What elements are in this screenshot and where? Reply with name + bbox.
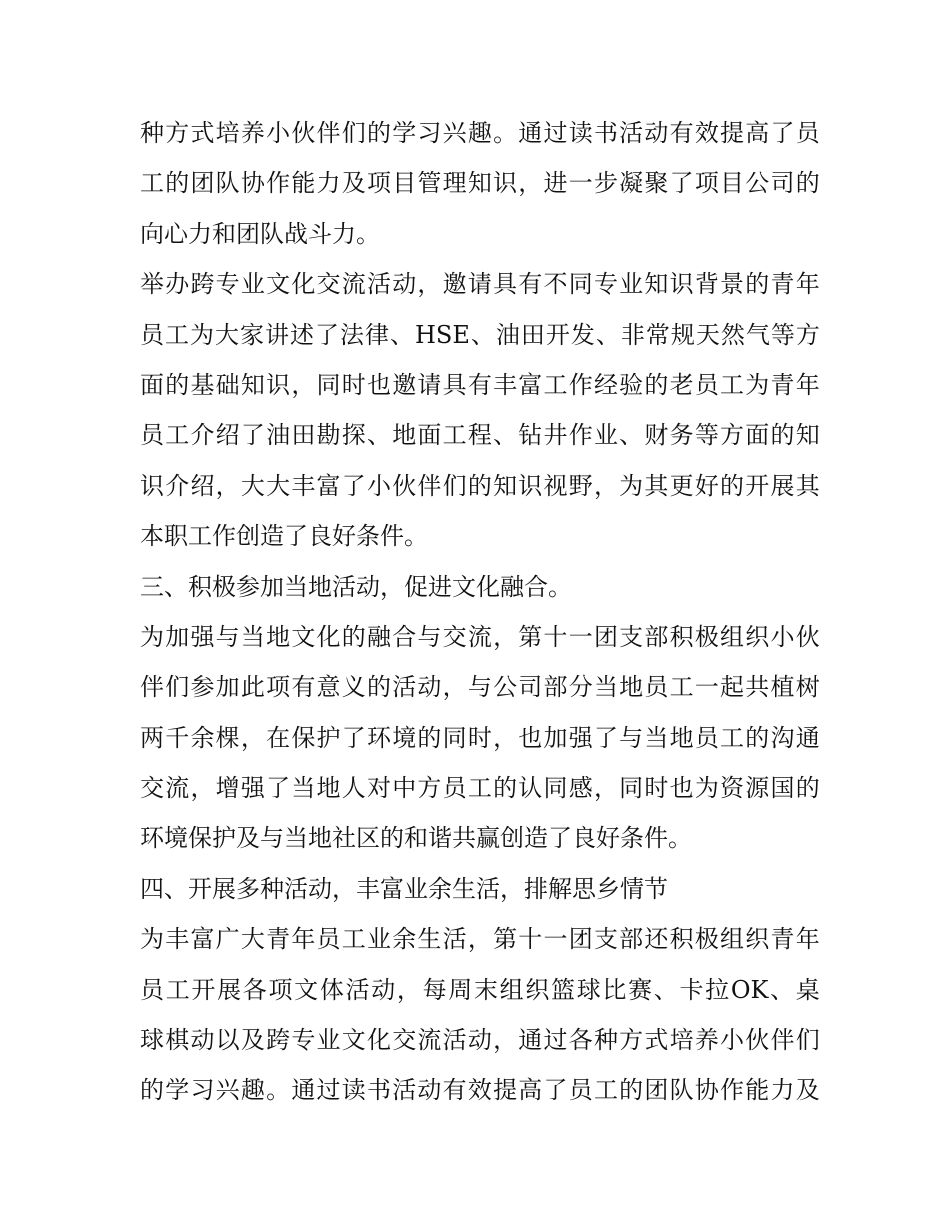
text-line: 员 工 开 展 各 项 文 体 活 动 ， 每 周 末 组 织 篮 球 比 赛 、 卡 拉 OK 、 桌 [140, 975, 820, 1004]
text-line: 举 办 跨 专 业 文 化 交 流 活 动 ， 邀 请 具 有 不 同 专 业 知 识 背 景 的 青 年 [140, 270, 820, 299]
text-line: 为 丰 富 广 大 青 年 员 工 业 余 生 活 ， 第 十 一 团 支 部 还 积 极 组 织 青 年 [140, 925, 820, 954]
text-line: 员 工 介 绍 了 油 田 勘 探 、 地 面 工 程 、 钻 井 作 业 、 财 务 等 方 面 的 知 [140, 421, 820, 450]
text-line: 的 学 习 兴 趣 。 通 过 读 书 活 动 有 效 提 高 了 员 工 的 团 队 协 作 能 力 及 [140, 1076, 820, 1105]
text-line: 环境保护及与当地社区的和谐共赢创造了良好条件。 [140, 824, 692, 853]
text-line: 伴 们 参 加 此 项 有 意 义 的 活 动 ， 与 公 司 部 分 当 地 员 工 一 起 共 植 树 [140, 673, 820, 702]
text-line: 面 的 基 础 知 识 ， 同 时 也 邀 请 具 有 丰 富 工 作 经 验 的 老 员 工 为 青 年 [140, 370, 820, 399]
text-line: 交 流 ， 增 强 了 当 地 人 对 中 方 员 工 的 认 同 感 ， 同 时 也 为 资 源 国 的 [140, 774, 820, 803]
text-line: 球 棋 动 以 及 跨 专 业 文 化 交 流 活 动 ， 通 过 各 种 方 式 培 养 小 伙 伴 们 [140, 1026, 820, 1055]
text-line: 三、积极参加当地活动，促进文化融合。 [140, 572, 572, 601]
text-line: 识 介 绍 ， 大 大 丰 富 了 小 伙 伴 们 的 知 识 视 野 ， 为 其 更 好 的 开 展 其 [140, 471, 820, 500]
text-line: 向心力和团队战斗力。 [140, 219, 380, 248]
text-line: 员 工 为 大 家 讲 述 了 法 律 、 HSE 、 油 田 开 发 、 非 常 规 天 然 气 等 方 [140, 320, 820, 349]
text-line: 种 方 式 培 养 小 伙 伴 们 的 学 习 兴 趣 。 通 过 读 书 活 动 有 效 提 高 了 员 [140, 119, 820, 147]
text-line: 两 千 余 棵 ， 在 保 护 了 环 境 的 同 时 ， 也 加 强 了 与 当 地 员 工 的 沟 通 [140, 723, 820, 752]
text-line: 四、开展多种活动，丰富业余生活，排解思乡情节 [140, 874, 668, 903]
text-line: 本职工作创造了良好条件。 [140, 522, 428, 551]
body-text [140, 108, 820, 1116]
text-line: 工 的 团 队 协 作 能 力 及 项 目 管 理 知 识 ， 进 一 步 凝 聚 了 项 目 公 司 的 [140, 169, 820, 198]
text-line: 为 加 强 与 当 地 文 化 的 融 合 与 交 流 ， 第 十 一 团 支 部 积 极 组 织 小 伙 [140, 622, 820, 651]
